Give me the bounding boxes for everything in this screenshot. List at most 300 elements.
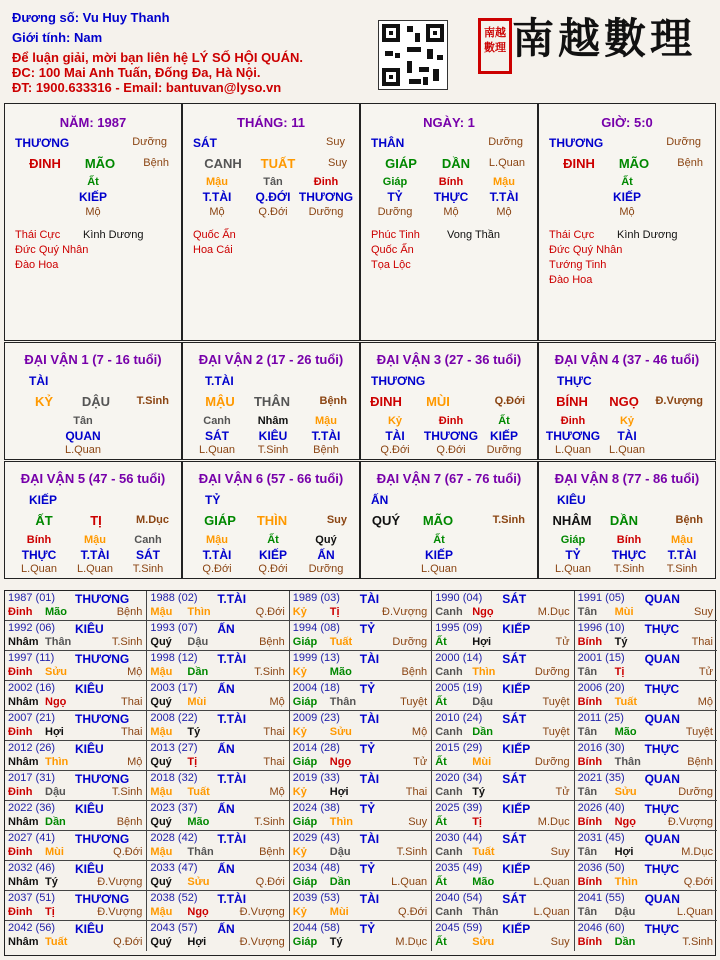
year-label: 2015 (29) bbox=[435, 742, 483, 754]
hidden-stem: Kỷ bbox=[619, 415, 635, 427]
year-stem: Đinh bbox=[8, 846, 33, 858]
year-branch: Tý bbox=[614, 636, 628, 648]
year-cell bbox=[290, 771, 432, 801]
year-state: Mộ bbox=[269, 786, 285, 798]
earthly-branch: TUẤT bbox=[260, 156, 296, 171]
year-ten-god: T.TÀI bbox=[217, 892, 247, 906]
star-label: Đức Quý Nhân bbox=[549, 244, 623, 256]
year-stem: Ất bbox=[435, 756, 447, 768]
year-ten-god: ẤN bbox=[217, 922, 235, 936]
year-branch: Mùi bbox=[187, 696, 207, 708]
year-cell bbox=[5, 921, 147, 951]
year-state: L.Quan bbox=[676, 906, 713, 918]
year-state: Đ.Vượng bbox=[97, 876, 143, 888]
year-ten-god: SÁT bbox=[502, 892, 527, 906]
year-state: Thai bbox=[263, 726, 285, 738]
year-label: 1994 (08) bbox=[292, 622, 340, 634]
year-branch: Thân bbox=[187, 846, 214, 858]
year-branch: Tị bbox=[329, 606, 340, 618]
hidden-ten-god: T.TÀI bbox=[667, 548, 697, 562]
year-state: T.Sinh bbox=[682, 936, 713, 948]
hidden-state: Mộ bbox=[443, 206, 459, 218]
year-branch: Sửu bbox=[614, 786, 637, 798]
year-ten-god: ẤN bbox=[217, 622, 235, 636]
growth-state: Bệnh bbox=[677, 157, 703, 169]
hidden-state: L.Quan bbox=[20, 563, 58, 575]
year-label: 2001 (15) bbox=[577, 652, 625, 664]
year-stem: Ất bbox=[435, 636, 447, 648]
contact-line: Để luận giải, mời bạn liên hệ LÝ SỐ HỘI QUÁN. bbox=[12, 50, 303, 65]
year-ten-god: THỰC bbox=[644, 622, 680, 636]
earthly-branch: MÃO bbox=[84, 156, 116, 171]
year-cell bbox=[575, 681, 717, 711]
year-branch: Thân bbox=[472, 906, 499, 918]
year-branch: Dần bbox=[614, 936, 636, 948]
year-label: 2005 (19) bbox=[435, 682, 483, 694]
earthly-branch: TỊ bbox=[90, 513, 102, 528]
year-branch: Sửu bbox=[45, 666, 68, 678]
dai-van-box bbox=[4, 342, 182, 460]
qr-code-icon bbox=[378, 20, 448, 90]
hidden-ten-god: SÁT bbox=[205, 429, 229, 443]
hidden-stem: Quý bbox=[315, 534, 337, 546]
year-cell bbox=[432, 921, 574, 951]
star-label: Đào Hoa bbox=[549, 274, 593, 286]
hidden-state: Q.Đới bbox=[380, 444, 410, 456]
year-stem: Nhâm bbox=[8, 876, 39, 888]
hidden-ten-god: KIẾP bbox=[78, 190, 107, 204]
year-state: Bệnh bbox=[116, 816, 143, 828]
heavenly-stem: ĐINH bbox=[370, 394, 402, 409]
ten-god-label: SÁT bbox=[193, 136, 217, 150]
growth-state: Q.Đới bbox=[494, 395, 525, 407]
star-label-2: Vong Thần bbox=[447, 229, 501, 241]
year-stem: Nhâm bbox=[8, 696, 39, 708]
year-state: Đ.Vượng bbox=[239, 906, 285, 918]
star-label: Quốc Ấn bbox=[371, 244, 414, 256]
year-stem: Bính bbox=[577, 636, 603, 648]
year-state: T.Sinh bbox=[111, 636, 143, 648]
year-cell bbox=[147, 711, 289, 741]
year-branch: Thân bbox=[45, 636, 72, 648]
hidden-stem: Đinh bbox=[560, 415, 586, 427]
hidden-ten-god: KIÊU bbox=[258, 429, 288, 443]
year-ten-god: KIÊU bbox=[75, 742, 104, 756]
hidden-ten-god: KIẾP bbox=[612, 190, 641, 204]
ten-god-label: ẤN bbox=[371, 493, 389, 507]
year-branch: Thân bbox=[614, 756, 641, 768]
year-state: Dưỡng bbox=[534, 756, 570, 768]
earthly-branch: THÂN bbox=[253, 394, 291, 409]
year-cell bbox=[5, 591, 147, 621]
hidden-stem: Mậu bbox=[206, 534, 228, 546]
year-state: Dưỡng bbox=[678, 786, 713, 798]
year-cell bbox=[575, 771, 717, 801]
hidden-state: L.Quan bbox=[554, 563, 592, 575]
year-branch: Ngọ bbox=[187, 906, 209, 918]
hidden-ten-god: TÀI bbox=[385, 429, 405, 443]
year-ten-god: T.TÀI bbox=[217, 712, 247, 726]
year-label: 1991 (05) bbox=[577, 592, 625, 604]
year-ten-god: T.TÀI bbox=[217, 772, 247, 786]
year-state: Suy bbox=[408, 816, 428, 828]
year-cell bbox=[290, 801, 432, 831]
year-branch: Mùi bbox=[45, 846, 64, 858]
hidden-ten-god: T.TÀI bbox=[311, 429, 341, 443]
year-stem: Mậu bbox=[150, 666, 173, 678]
heavenly-stem: KỶ bbox=[34, 394, 54, 409]
growth-state: Dưỡng bbox=[488, 136, 523, 148]
growth-state: Suy bbox=[326, 514, 347, 526]
dai-van-title: ĐẠI VẬN 4 (37 - 46 tuổi) bbox=[554, 352, 700, 367]
year-ten-god: THƯƠNG bbox=[75, 832, 130, 846]
hidden-state: Q.Đới bbox=[258, 563, 288, 575]
year-stem: Quý bbox=[150, 876, 172, 888]
hidden-stem: Đinh bbox=[438, 415, 464, 427]
ten-god-label: THƯƠNG bbox=[371, 374, 426, 388]
year-ten-god: ẤN bbox=[217, 742, 235, 756]
year-stem: Bính bbox=[577, 936, 603, 948]
year-state: Mộ bbox=[269, 696, 285, 708]
year-label: 2009 (23) bbox=[292, 712, 340, 724]
year-state: Tử bbox=[698, 666, 713, 678]
year-state: Dưỡng bbox=[392, 636, 428, 648]
growth-state: Bệnh bbox=[143, 157, 169, 169]
star-label-2: Kình Dương bbox=[617, 229, 678, 241]
year-branch: Tý bbox=[329, 936, 343, 948]
brand-logo: 南越數理 bbox=[512, 14, 697, 63]
year-cell bbox=[147, 651, 289, 681]
year-branch: Sửu bbox=[187, 876, 210, 888]
year-stem: Giáp bbox=[292, 696, 318, 708]
hidden-state: L.Quan bbox=[608, 444, 646, 456]
year-label: 2007 (21) bbox=[8, 712, 56, 724]
hidden-state: L.Quan bbox=[64, 444, 102, 456]
year-label: 2017 (31) bbox=[8, 772, 56, 784]
year-state: Dưỡng bbox=[534, 666, 570, 678]
year-stem: Mậu bbox=[150, 606, 173, 618]
dai-van-title: ĐẠI VẬN 7 (67 - 76 tuổi) bbox=[376, 471, 522, 486]
year-label: 2028 (42) bbox=[150, 832, 198, 844]
earthly-branch: MÃO bbox=[422, 513, 454, 528]
hidden-ten-god: TỶ bbox=[387, 190, 403, 204]
heavenly-stem: GIÁP bbox=[385, 156, 417, 171]
year-label: 1999 (13) bbox=[292, 652, 340, 664]
hidden-ten-god: T.TÀI bbox=[202, 548, 232, 562]
year-state: Tuyệt bbox=[542, 726, 570, 738]
year-stem: Quý bbox=[150, 816, 172, 828]
hidden-state: Dưỡng bbox=[486, 444, 522, 456]
ten-god-label: THƯƠNG bbox=[15, 136, 70, 150]
growth-state: T.Sinh bbox=[492, 514, 525, 526]
year-label: 2024 (38) bbox=[292, 802, 340, 814]
year-stem: Quý bbox=[150, 936, 172, 948]
year-stem: Bính bbox=[577, 696, 603, 708]
hidden-stem: Bính bbox=[26, 534, 52, 546]
hidden-stem: Bính bbox=[438, 176, 464, 188]
hidden-ten-god: Q.ĐỚI bbox=[255, 190, 291, 204]
year-ten-god: TÀI bbox=[359, 712, 380, 726]
heavenly-stem: GIÁP bbox=[204, 513, 236, 528]
year-ten-god: TÀI bbox=[359, 592, 380, 606]
year-state: Tuyệt bbox=[542, 696, 570, 708]
year-stem: Kỷ bbox=[292, 906, 307, 918]
year-label: 2037 (51) bbox=[8, 892, 56, 904]
year-stem: Đinh bbox=[8, 606, 33, 618]
year-cell bbox=[575, 801, 717, 831]
year-cell bbox=[290, 651, 432, 681]
year-cell bbox=[432, 741, 574, 771]
year-ten-god: KIẾP bbox=[502, 682, 531, 696]
dai-van-title: ĐẠI VẬN 1 (7 - 16 tuổi) bbox=[24, 352, 162, 367]
ten-god-label: KIÊU bbox=[557, 493, 586, 507]
hidden-state: L.Quan bbox=[198, 444, 236, 456]
growth-state: Đ.Vượng bbox=[655, 395, 703, 407]
year-branch: Mão bbox=[45, 606, 67, 618]
year-stem: Ất bbox=[435, 696, 447, 708]
year-stem: Canh bbox=[435, 786, 463, 798]
year-stem: Đinh bbox=[8, 666, 33, 678]
dai-van-box bbox=[538, 342, 716, 460]
hidden-state: T.Sinh bbox=[257, 444, 289, 456]
year-cell bbox=[147, 621, 289, 651]
hidden-ten-god: T.TÀI bbox=[202, 190, 232, 204]
year-label: 2010 (24) bbox=[435, 712, 483, 724]
year-state: Đ.Vượng bbox=[667, 816, 713, 828]
year-state: Bệnh bbox=[259, 636, 285, 648]
growth-state: Suy bbox=[326, 136, 345, 148]
year-state: Tử bbox=[555, 786, 570, 798]
year-label: 2013 (27) bbox=[150, 742, 198, 754]
year-ten-god: SÁT bbox=[502, 772, 527, 786]
year-label: 1992 (06) bbox=[8, 622, 56, 634]
year-stem: Kỷ bbox=[292, 666, 307, 678]
year-label: 2014 (28) bbox=[292, 742, 340, 754]
year-branch: Dậu bbox=[614, 906, 636, 918]
year-label: 2027 (41) bbox=[8, 832, 56, 844]
year-label: 2034 (48) bbox=[292, 862, 340, 874]
hidden-stem: Nhâm bbox=[257, 415, 289, 427]
year-ten-god: SÁT bbox=[502, 712, 527, 726]
year-state: M.Dục bbox=[681, 846, 713, 858]
year-ten-god: ẤN bbox=[217, 682, 235, 696]
year-branch: Tuất bbox=[472, 846, 495, 858]
hidden-stem: Tân bbox=[73, 415, 93, 427]
dai-van-box bbox=[360, 461, 538, 579]
hidden-ten-god: THỰC bbox=[21, 548, 57, 562]
year-state: Tuyệt bbox=[685, 726, 713, 738]
hidden-stem: Mậu bbox=[206, 176, 228, 188]
earthly-branch: THÌN bbox=[256, 513, 288, 528]
year-ten-god: SÁT bbox=[502, 592, 527, 606]
hidden-ten-god: KIẾP bbox=[489, 429, 518, 443]
owner-name: Đương số: Vu Huy Thanh bbox=[12, 10, 170, 25]
year-cell bbox=[5, 771, 147, 801]
hidden-ten-god: T.TÀI bbox=[489, 190, 519, 204]
hidden-state: Mộ bbox=[619, 206, 635, 218]
hidden-state: Q.Đới bbox=[436, 444, 466, 456]
year-state: Mộ bbox=[127, 756, 143, 768]
year-ten-god: KIÊU bbox=[75, 922, 104, 936]
year-stem: Đinh bbox=[8, 726, 33, 738]
year-label: 2030 (44) bbox=[435, 832, 483, 844]
year-ten-god: T.TÀI bbox=[217, 832, 247, 846]
heavenly-stem: ẤT bbox=[35, 513, 53, 528]
year-ten-god: KIẾP bbox=[502, 742, 531, 756]
growth-state: T.Sinh bbox=[136, 395, 169, 407]
year-ten-god: QUAN bbox=[644, 892, 680, 906]
year-cell bbox=[432, 891, 574, 921]
year-stem: Bính bbox=[577, 816, 603, 828]
year-branch: Thìn bbox=[187, 606, 211, 618]
year-ten-god: KIÊU bbox=[75, 862, 104, 876]
year-label: 1996 (10) bbox=[577, 622, 625, 634]
year-cell bbox=[5, 741, 147, 771]
year-label: 2002 (16) bbox=[8, 682, 56, 694]
hidden-state: L.Quan bbox=[554, 444, 592, 456]
year-branch: Dậu bbox=[472, 696, 493, 708]
heavenly-stem: CANH bbox=[204, 156, 242, 171]
year-branch: Ngọ bbox=[329, 756, 352, 768]
year-stem: Kỷ bbox=[292, 606, 307, 618]
year-branch: Mão bbox=[614, 726, 637, 738]
dai-van-title: ĐẠI VẬN 8 (77 - 86 tuổi) bbox=[554, 471, 700, 486]
hidden-ten-god: TÀI bbox=[617, 429, 637, 443]
year-label: 1993 (07) bbox=[150, 622, 198, 634]
year-stem: Nhâm bbox=[8, 936, 39, 948]
star-label: Tọa Lộc bbox=[371, 259, 411, 271]
year-state: Bệnh bbox=[259, 846, 285, 858]
hidden-state: Mộ bbox=[496, 206, 512, 218]
year-cell bbox=[5, 651, 147, 681]
hidden-ten-god: T.TÀI bbox=[80, 548, 110, 562]
heavenly-stem: ĐINH bbox=[29, 156, 61, 171]
year-state: Thai bbox=[405, 786, 428, 798]
ten-god-label: THÂN bbox=[371, 136, 405, 150]
hidden-stem: Mậu bbox=[493, 176, 515, 188]
year-cell bbox=[432, 591, 574, 621]
hidden-stem: Đinh bbox=[313, 176, 339, 188]
year-branch: Hợi bbox=[45, 726, 64, 738]
year-branch: Tị bbox=[614, 666, 625, 678]
year-stem: Giáp bbox=[292, 756, 318, 768]
year-label: 1995 (09) bbox=[435, 622, 483, 634]
year-ten-god: TỶ bbox=[359, 742, 376, 756]
year-label: 2011 (25) bbox=[577, 712, 624, 724]
year-label: 2023 (37) bbox=[150, 802, 198, 814]
year-label: 1989 (03) bbox=[292, 592, 340, 604]
year-branch: Mão bbox=[472, 876, 495, 888]
year-state: Thai bbox=[120, 696, 143, 708]
year-ten-god: THỰC bbox=[644, 862, 680, 876]
hidden-state: T.Sinh bbox=[666, 563, 698, 575]
year-stem: Kỷ bbox=[292, 786, 307, 798]
ten-god-label: THƯƠNG bbox=[549, 136, 604, 150]
earthly-branch: DẦN bbox=[609, 513, 639, 528]
year-state: Suy bbox=[550, 936, 570, 948]
year-cell bbox=[5, 861, 147, 891]
year-label: 2018 (32) bbox=[150, 772, 198, 784]
heavenly-stem: BÍNH bbox=[556, 394, 588, 409]
dai-van-box bbox=[538, 461, 716, 579]
year-branch: Tý bbox=[45, 876, 58, 888]
year-state: L.Quan bbox=[533, 876, 570, 888]
year-ten-god: QUAN bbox=[644, 592, 680, 606]
year-label: 2006 (20) bbox=[577, 682, 625, 694]
year-stem: Mậu bbox=[150, 906, 173, 918]
year-cell bbox=[432, 711, 574, 741]
year-ten-god: THỰC bbox=[644, 742, 680, 756]
dai-van-box bbox=[360, 342, 538, 460]
yearly-grid bbox=[4, 590, 716, 956]
year-stem: Đinh bbox=[8, 786, 33, 798]
year-state: M.Dục bbox=[395, 936, 428, 948]
year-state: Bệnh bbox=[116, 606, 143, 618]
year-cell bbox=[147, 861, 289, 891]
year-stem: Canh bbox=[435, 846, 463, 858]
year-stem: Nhâm bbox=[8, 636, 39, 648]
pillar-box bbox=[360, 103, 538, 341]
year-label: 2029 (43) bbox=[292, 832, 340, 844]
pillar-box bbox=[538, 103, 716, 341]
year-branch: Hợi bbox=[329, 786, 349, 798]
year-branch: Dần bbox=[187, 666, 209, 678]
year-state: Q.Đới bbox=[113, 936, 143, 948]
year-label: 1988 (02) bbox=[150, 592, 198, 604]
dai-van-title: ĐẠI VẬN 6 (57 - 66 tuổi) bbox=[198, 471, 344, 486]
ten-god-label: THỰC bbox=[557, 374, 592, 388]
year-state: M.Dục bbox=[537, 606, 570, 618]
year-cell bbox=[147, 891, 289, 921]
year-ten-god: KIÊU bbox=[75, 622, 104, 636]
year-ten-god: KIẾP bbox=[502, 862, 531, 876]
year-cell bbox=[575, 651, 717, 681]
year-stem: Tân bbox=[577, 906, 598, 918]
year-stem: Canh bbox=[435, 666, 463, 678]
ten-god-label: TỶ bbox=[205, 493, 221, 507]
phone-email-line: ĐT: 1900.633316 - Email: bantuvan@lyso.vn bbox=[12, 80, 282, 95]
year-branch: Mùi bbox=[472, 756, 492, 768]
year-label: 2019 (33) bbox=[292, 772, 340, 784]
earthly-branch: MÙI bbox=[426, 394, 450, 409]
year-label: 2044 (58) bbox=[292, 922, 340, 934]
year-branch: Tuất bbox=[45, 936, 68, 948]
year-label: 2046 (60) bbox=[577, 922, 625, 934]
year-label: 2004 (18) bbox=[292, 682, 340, 694]
year-ten-god: KIẾP bbox=[502, 802, 531, 816]
pillar-title: NĂM: 1987 bbox=[59, 115, 127, 130]
year-label: 2000 (14) bbox=[435, 652, 483, 664]
year-branch: Dần bbox=[329, 876, 351, 888]
year-label: 2032 (46) bbox=[8, 862, 56, 874]
gender: Giới tính: Nam bbox=[12, 30, 103, 45]
year-state: Q.Đới bbox=[255, 606, 285, 618]
star-label: Phúc Tinh bbox=[371, 229, 420, 241]
year-state: Tuyệt bbox=[400, 696, 428, 708]
year-branch: Tị bbox=[45, 906, 55, 918]
year-cell bbox=[575, 711, 717, 741]
star-label: Đức Quý Nhân bbox=[15, 244, 89, 256]
year-cell bbox=[5, 801, 147, 831]
year-label: 2022 (36) bbox=[8, 802, 56, 814]
year-stem: Tân bbox=[577, 786, 598, 798]
year-ten-god: T.TÀI bbox=[217, 592, 247, 606]
year-stem: Kỷ bbox=[292, 726, 307, 738]
year-ten-god: TÀI bbox=[359, 832, 380, 846]
growth-state: Dưỡng bbox=[132, 136, 167, 148]
ten-god-label: KIẾP bbox=[29, 493, 58, 507]
year-cell bbox=[575, 861, 717, 891]
